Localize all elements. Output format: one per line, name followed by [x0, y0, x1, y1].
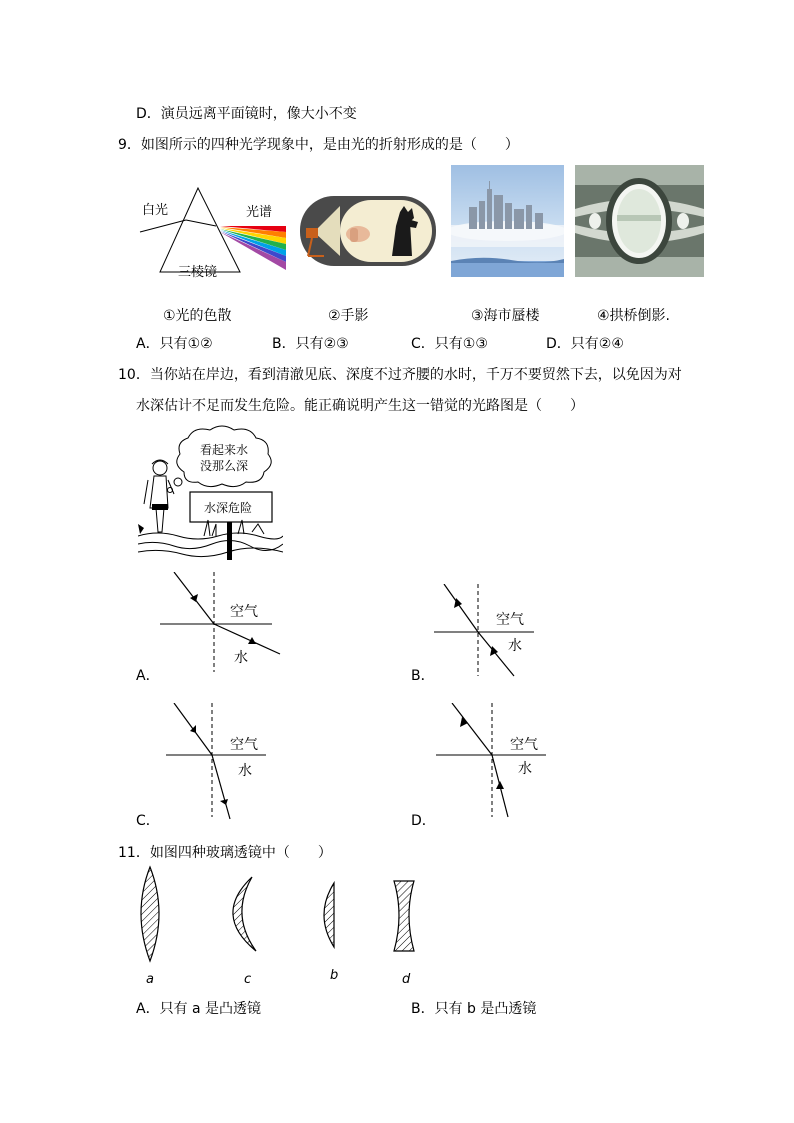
q9-option-b: B．只有②③ — [272, 336, 349, 352]
q10-option-d: D． — [411, 813, 436, 829]
lens-label-a: a — [146, 972, 154, 987]
water-label-d: 水 — [518, 761, 532, 777]
prism-dispersion-figure — [138, 180, 288, 280]
ray-diagram-b — [434, 584, 544, 679]
lens-d-biconcave — [394, 881, 414, 951]
lens-label-c: c — [244, 972, 252, 987]
danger-sign-text: 水深危险 — [204, 501, 253, 515]
q11-option-b: B．只有 b 是凸透镜 — [411, 1001, 537, 1017]
air-label-c: 空气 — [230, 737, 258, 753]
caption-hand-shadow: ②手影 — [328, 308, 369, 324]
q9-option-d: D．只有②④ — [546, 336, 624, 352]
caption-dispersion: ①光的色散 — [163, 308, 232, 324]
lens-c-meniscus — [233, 877, 256, 951]
lens-figures — [120, 865, 440, 995]
air-label-d: 空气 — [510, 737, 538, 753]
lens-label-b: b — [330, 968, 339, 983]
thought-line1: 看起来水 — [200, 443, 249, 457]
ray-diagram-a — [160, 572, 285, 677]
caption-mirage: ③海市蜃楼 — [471, 308, 540, 324]
q11-stem: 11．如图四种玻璃透镜中（ ） — [118, 845, 332, 861]
water-label-b: 水 — [508, 638, 522, 654]
q9-option-c: C．只有①③ — [411, 336, 488, 352]
q9-stem: 9．如图所示的四种光学现象中，是由光的折射形成的是（ ） — [118, 137, 519, 153]
q10-stem-line1: 10．当你站在岸边，看到清澈见底、深度不过齐腰的水时，千万不要贸然下去，以免因为对 — [118, 367, 682, 383]
q10-stem-line2: 水深估计不足而发生危险。能正确说明产生这一错觉的光路图是（ ） — [136, 398, 584, 414]
water-label-a: 水 — [234, 650, 248, 666]
water-label-c: 水 — [238, 763, 252, 779]
white-light-label: 白光 — [142, 203, 169, 218]
arch-bridge-photo — [575, 165, 704, 277]
ray-diagram-c — [166, 703, 276, 821]
lens-label-d: d — [402, 972, 411, 987]
q8-option-d: D．演员远离平面镜时，像大小不变 — [136, 106, 357, 122]
cartoon-figure — [138, 424, 283, 560]
mirage-photo — [451, 165, 564, 277]
q9-option-a: A．只有①② — [136, 336, 213, 352]
hand-shadow-photo — [300, 196, 436, 266]
spectrum-label: 光谱 — [246, 205, 273, 220]
lens-b-plano-convex — [324, 883, 334, 947]
air-label-b: 空气 — [496, 612, 524, 628]
q10-option-c: C． — [136, 813, 160, 829]
q10-option-a: A． — [136, 668, 160, 684]
lens-a-biconvex — [141, 867, 159, 961]
prism-label: 三棱镜 — [178, 265, 218, 280]
caption-bridge-reflection: ④拱桥倒影. — [597, 308, 671, 324]
ray-diagram-d — [436, 703, 548, 821]
q11-option-a: A．只有 a 是凸透镜 — [136, 1001, 262, 1017]
air-label-a: 空气 — [230, 604, 258, 620]
thought-line2: 没那么深 — [200, 459, 249, 473]
q10-option-b: B． — [411, 668, 435, 684]
